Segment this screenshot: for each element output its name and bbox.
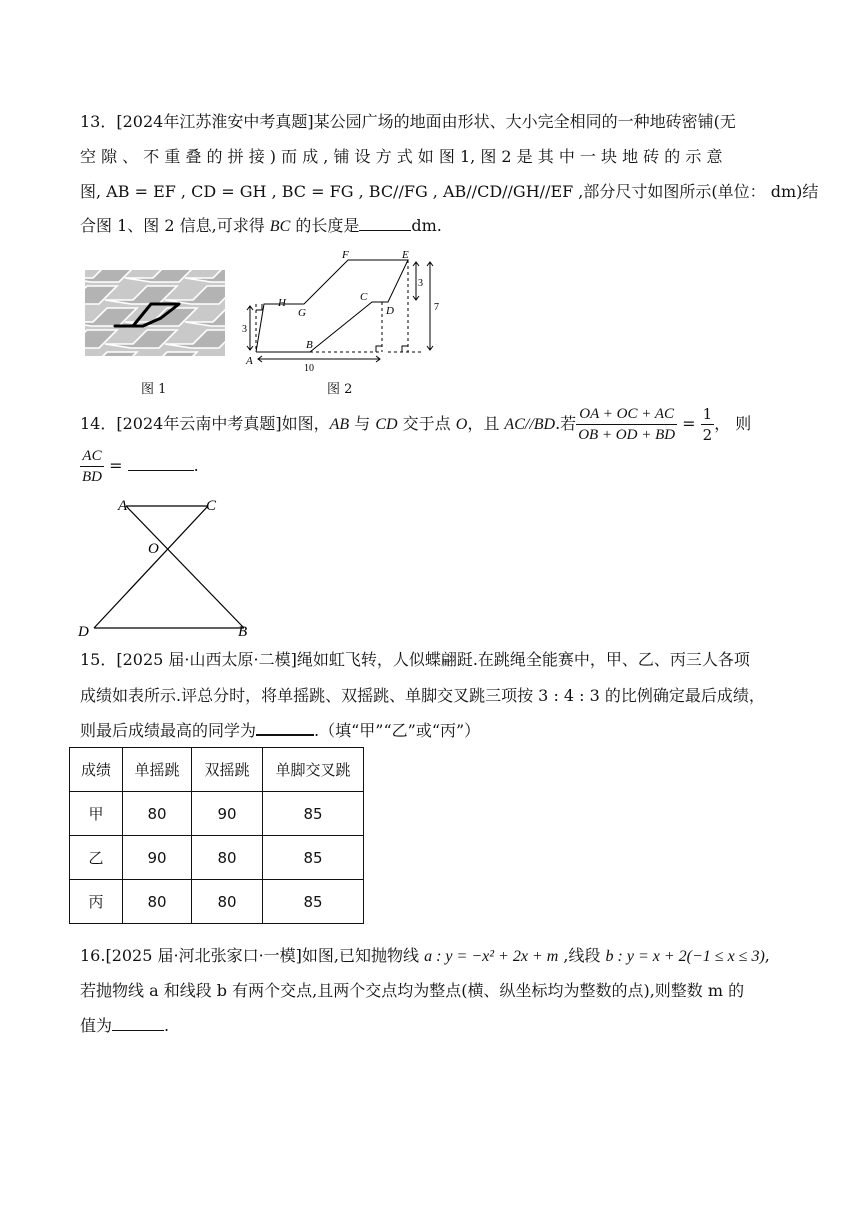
- answer-blank-13[interactable]: [359, 214, 411, 231]
- q13-source: [2024年江苏淮安中考真题]: [116, 112, 314, 131]
- answer-blank-15[interactable]: [256, 718, 314, 736]
- q14-label-A: A: [118, 498, 128, 514]
- q13-figure-1: [85, 270, 225, 356]
- table-row: [70, 880, 364, 924]
- fig2-label-H: H: [278, 297, 286, 309]
- fig2-label-E: E: [402, 249, 409, 261]
- q14-label-D: D: [78, 624, 89, 640]
- q14-label-C: C: [206, 498, 217, 514]
- table-cell: 85: [263, 836, 364, 880]
- q14-fraction: $\frac{OA + OC + AC}{OB + OD + BD}$: [578, 406, 676, 443]
- table-header-cell: 双摇跳: [192, 748, 263, 792]
- fig2-label-B: B: [306, 339, 313, 351]
- q13-figure-2: [240, 248, 440, 372]
- table-cell: 丙: [70, 880, 123, 924]
- table-cell: 乙: [70, 836, 123, 880]
- q13-text-1: 某公园广场的地面由形状、大小完全相同的一种地砖密铺(无: [313, 112, 736, 131]
- q16-line-3: 值为 .: [80, 1016, 170, 1035]
- q16-line-1: 16.[2025 届·河北张家口·一模]如图,已知抛物线 a : y = −x² + 2x + m ,线段 b : y = x + 2(−1 ≤ x ≤ 3),: [80, 946, 770, 965]
- table-row: [70, 792, 364, 836]
- table-header-cell: 单摇跳: [123, 748, 192, 792]
- fig2-label-A: A: [246, 355, 253, 367]
- q13-line-2: 空 隙 、 不 重 叠 的 拼 接 ) 而 成 , 铺 设 方 式 如 图 1, 图 2 是 其 中 一 块 地 砖 的 示 意: [80, 147, 723, 166]
- table-row: [70, 836, 364, 880]
- q13-line-4: 合图 1、图 2 信息,可求得 BC 的长度是 dm.: [80, 216, 442, 235]
- fig2-label-F: F: [342, 249, 349, 261]
- q15-line-1: 15．[2025 届·山西太原·二模]绳如虹飞转，人似蝶翩跹.在跳绳全能赛中，甲、乙、丙三人各项: [80, 650, 750, 669]
- fig2-dim-bottom: 10: [304, 363, 314, 372]
- table-cell: 80: [123, 792, 192, 836]
- q14-label-B: B: [238, 624, 248, 640]
- q16-line-2: 若抛物线 a 和线段 b 有两个交点,且两个交点均为整点(横、纵坐标均为整数的点),则整数 m 的: [80, 981, 745, 1000]
- scores-table: [69, 747, 364, 924]
- fig2-label-G: G: [298, 307, 306, 319]
- q14-label-O: O: [148, 541, 159, 557]
- q14-figure: [76, 494, 256, 640]
- fig2-label-D: D: [386, 305, 394, 317]
- fig2-dim-right-small: 3: [418, 278, 423, 289]
- table-header-row: [70, 748, 364, 792]
- fig2-label-C: C: [360, 291, 368, 303]
- table-cell: 80: [192, 880, 263, 924]
- table-cell: 90: [192, 792, 263, 836]
- fig2-dim-left: 3: [242, 324, 247, 335]
- table-cell: 85: [263, 880, 364, 924]
- q14-ratio: $\frac{AC}{BD}$: [82, 448, 102, 485]
- table-cell: 80: [123, 880, 192, 924]
- q15-line-2: 成绩如表所示.评总分时，将单摇跳、双摇跳、单脚交叉跳三项按 3 : 4 : 3 的比例确定最后成绩，: [80, 686, 765, 705]
- answer-blank-16[interactable]: [112, 1014, 164, 1031]
- q14-line-2: $\frac{AC}{BD}$ = .: [82, 448, 199, 485]
- table-cell: 90: [123, 836, 192, 880]
- q15-line-3: 则最后成绩最高的同学为 .（填“甲”“乙”或“丙”）: [80, 718, 780, 743]
- q13-figure-2-caption: 图 2: [327, 382, 353, 397]
- q13-line-1: [80, 110, 780, 134]
- q13-figure-1-caption: 图 1: [141, 382, 167, 397]
- table-header-cell: 单脚交叉跳: [263, 748, 364, 792]
- answer-blank-14[interactable]: [128, 454, 194, 471]
- table-cell: 甲: [70, 792, 123, 836]
- table-cell: 85: [263, 792, 364, 836]
- q13-line-3: 图, AB = EF , CD = GH , BC = FG , BC//FG , AB//CD//GH//EF ,部分尺寸如图所示(单位： dm)结: [80, 182, 819, 201]
- fig2-dim-right-big: 7: [434, 302, 439, 313]
- q14-line-1: 14．[2024年云南中考真题]如图，AB 与 CD 交于点 O，且 AC//BD.若 $\frac{OA + OC + AC}{OB + OD + BD}$ = $\frac{1}{2}$ ， 则: [80, 405, 752, 444]
- table-header-cell: 成绩: [70, 748, 123, 792]
- q14-half: $\frac{1}{2}$: [702, 405, 713, 444]
- q13-number: 13．: [80, 112, 117, 131]
- table-cell: 80: [192, 836, 263, 880]
